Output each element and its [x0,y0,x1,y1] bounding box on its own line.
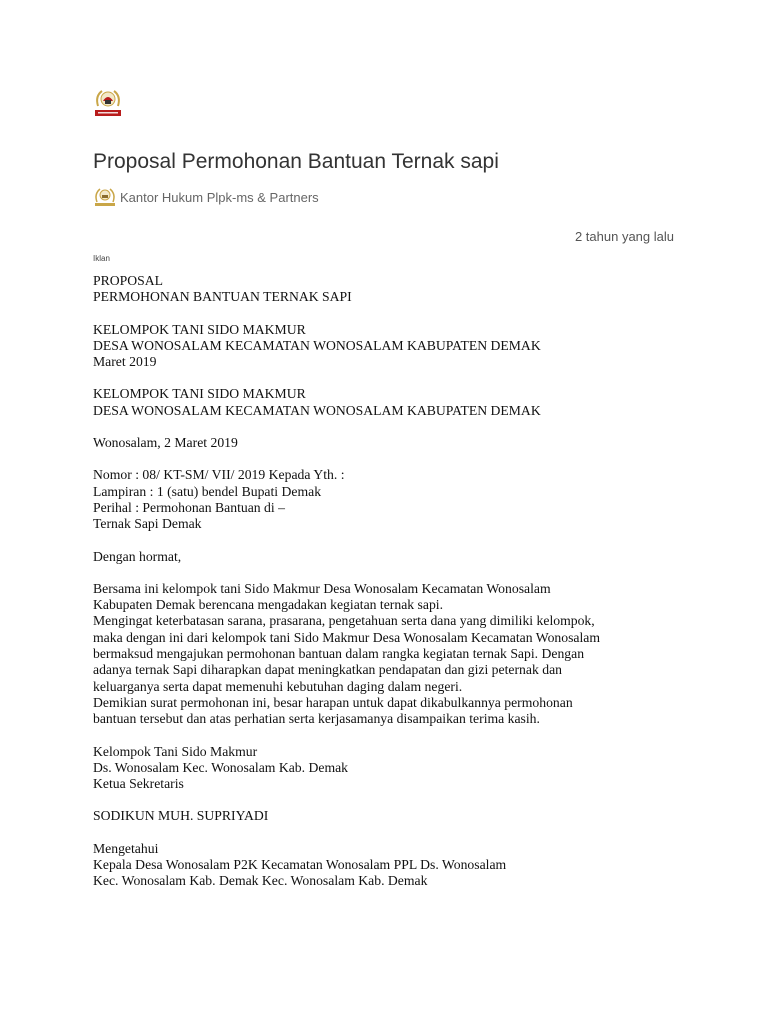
document-paragraph [93,549,693,565]
document-line: bantuan tersebut dan atas perhatian serta kerjasamanya disampaikan terima kasih. [93,711,540,727]
document-line: Mengetahui [93,840,159,856]
document-line: Mengingat keterbatasan sarana, prasarana, pengetahuan serta dana yang dimiliki kelompok, [93,613,595,629]
page-title: Proposal Permohonan Bantuan Ternak sapi [93,150,499,173]
document-paragraph [93,808,693,824]
document-line: maka dengan ini dari kelompok tani Sido Makmur Desa Wonosalam Kecamatan Wonosalam [93,629,601,645]
ad-label: Iklan [93,254,110,263]
document-line: Ds. Wonosalam Kec. Wonosalam Kab. Demak [93,759,349,775]
document-line: PROPOSAL [93,273,163,288]
document-line: bermaksud mengajukan permohonan bantuan dalam rangka kegiatan ternak Sapi. Dengan [93,646,585,662]
post-timestamp: 2 tahun yang lalu [574,229,674,244]
document-paragraph [93,467,693,532]
document-line: Demikian surat permohonan ini, besar harapan untuk dapat dikabulkannya permohonan [93,694,573,710]
document-line: Perihal : Permohonan Bantuan di – [93,499,285,515]
document-line: DESA WONOSALAM KECAMATAN WONOSALAM KABUPATEN DEMAK [93,337,541,353]
document-line: Kec. Wonosalam Kab. Demak Kec. Wonosalam Kab. Demak [93,873,428,889]
document-paragraph [93,744,693,793]
document-line: Bersama ini kelompok tani Sido Makmur Desa Wonosalam Kecamatan Wonosalam [93,580,551,596]
document-paragraph [93,322,693,371]
document-body [93,273,693,906]
document-paragraph [93,841,693,890]
author-name-link[interactable]: Kantor Hukum Plpk-ms & Partners [120,189,319,205]
document-line: Kepala Desa Wonosalam P2K Kecamatan Wonosalam PPL Ds. Wonosalam [93,857,507,873]
document-line: PERMOHONAN BANTUAN TERNAK SAPI [93,289,352,305]
document-paragraph [93,386,693,419]
document-line: Lampiran : 1 (satu) bendel Bupati Demak [93,483,322,499]
document-line: Ternak Sapi Demak [93,516,202,532]
document-paragraph [93,581,693,728]
document-line: keluarganya serta dapat memenuhi kebutuhan daging dalam negeri. [93,678,463,694]
seal-emblem-icon [92,86,124,118]
document-line: Wonosalam, 2 Maret 2019 [93,435,238,451]
document-line: Maret 2019 [93,354,157,370]
document-paragraph [93,273,693,306]
document-line: SODIKUN MUH. SUPRIYADI [93,808,269,824]
document-paragraph [93,435,693,451]
document-line: Dengan hormat, [93,548,182,564]
document-line: KELOMPOK TANI SIDO MAKMUR [93,321,306,337]
document-line: Kelompok Tani Sido Makmur [93,743,258,759]
document-line: DESA WONOSALAM KECAMATAN WONOSALAM KABUPATEN DEMAK [93,402,541,418]
document-line: Ketua Sekretaris [93,776,184,792]
document-line: Nomor : 08/ KT-SM/ VII/ 2019 Kepada Yth. : [93,467,345,483]
document-line: adanya ternak Sapi diharapkan dapat meningkatkan pendapatan dan gizi peternak dan [93,662,562,678]
emblem-avatar-icon [93,186,117,208]
document-line: KELOMPOK TANI SIDO MAKMUR [93,386,306,402]
site-logo[interactable] [92,86,124,118]
author-row[interactable] [93,186,319,208]
document-line: Kabupaten Demak berencana mengadakan kegiatan ternak sapi. [93,597,444,613]
